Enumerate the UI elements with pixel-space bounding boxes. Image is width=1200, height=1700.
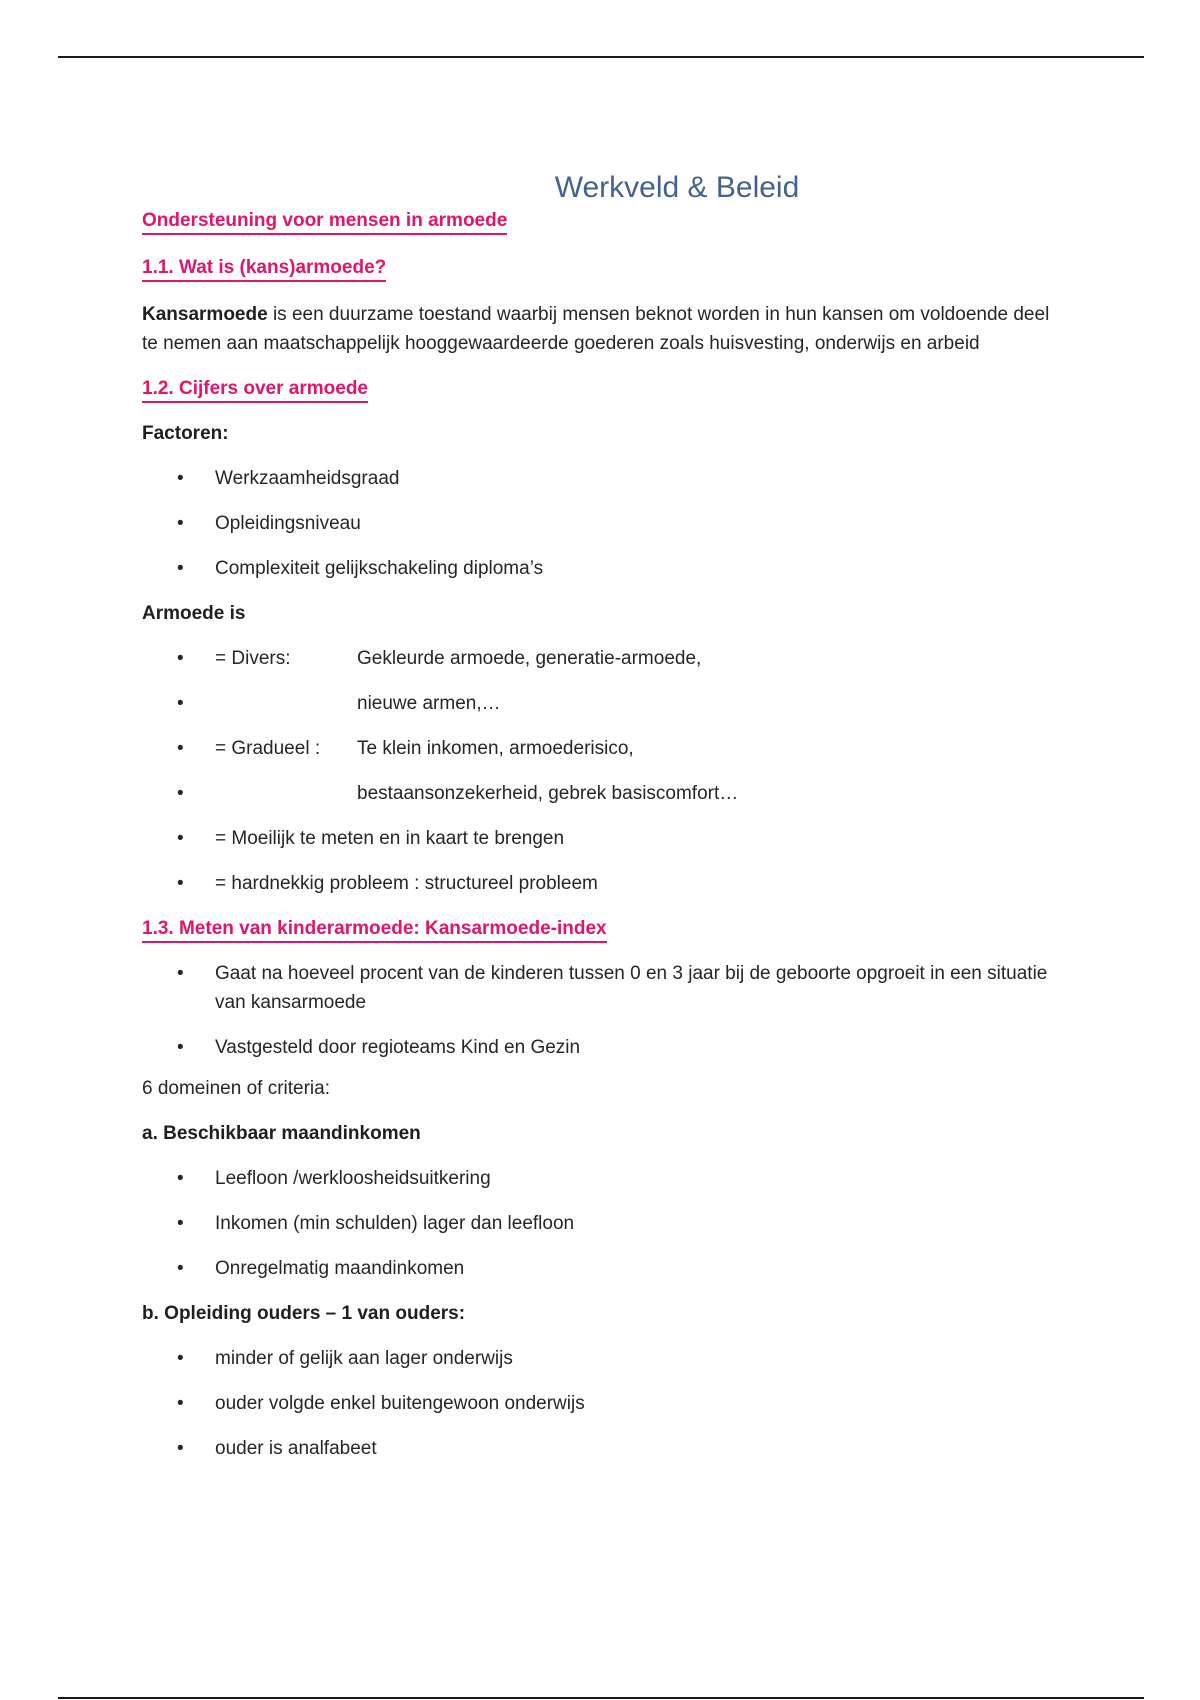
bullet-icon: • bbox=[177, 1258, 184, 1279]
document-body bbox=[142, 168, 1062, 1463]
bullet-icon: • bbox=[177, 828, 184, 849]
factoren-label: Factoren: bbox=[142, 423, 229, 444]
top-rule bbox=[58, 56, 1144, 58]
criterion-b-label: b. Opleiding ouders – 1 van ouders: bbox=[142, 1303, 466, 1324]
bullet-icon: • bbox=[177, 693, 184, 714]
list-item: • Complexiteit gelijkschakeling diploma’s bbox=[142, 554, 1062, 583]
bullet-icon: • bbox=[177, 1348, 184, 1369]
bullet-icon: • bbox=[177, 1213, 184, 1234]
list-item: • = hardnekkig probleem : structureel probleem bbox=[142, 869, 1062, 898]
list-item: • ouder is analfabeet bbox=[142, 1434, 1062, 1463]
heading-1-1: 1.1. Wat is (kans)armoede? bbox=[142, 257, 386, 282]
list-item: • nieuwe armen,… bbox=[142, 689, 1062, 718]
bullet-icon: • bbox=[177, 1168, 184, 1189]
list-item: • Werkzaamheidsgraad bbox=[142, 464, 1062, 493]
list-item: • Opleidingsniveau bbox=[142, 509, 1062, 538]
page-title: Werkveld & Beleid bbox=[554, 171, 800, 204]
list-item: • minder of gelijk aan lager onderwijs bbox=[142, 1344, 1062, 1373]
bullet-icon: • bbox=[177, 648, 184, 669]
armoede-label: Armoede is bbox=[142, 603, 246, 624]
bullet-icon: • bbox=[177, 513, 184, 534]
definition-text: is een duurzame toestand waarbij mensen beknot worden in hun kansen om voldoende deel te nemen aan maatschappelijk hooggewaardeerde goederen zoals huisvesting, onderwijs en arbeid bbox=[142, 304, 1050, 354]
list-item: • = Gradueel : Te klein inkomen, armoederisico, bbox=[142, 734, 1062, 763]
heading-1-2: 1.2. Cijfers over armoede bbox=[142, 378, 368, 403]
list-item: • Gaat na hoeveel procent van de kinderen tussen 0 en 3 jaar bij de geboorte opgroeit in een situatie van kansarmoede bbox=[142, 959, 1062, 1017]
list-item: • Onregelmatig maandinkomen bbox=[142, 1254, 1062, 1283]
bullet-icon: • bbox=[177, 1393, 184, 1414]
armoede-list bbox=[142, 644, 1062, 898]
definition-paragraph bbox=[142, 300, 1062, 358]
criterion-b-list bbox=[142, 1344, 1062, 1463]
bullet-icon: • bbox=[177, 738, 184, 759]
bullet-icon: • bbox=[177, 468, 184, 489]
criterion-a-label: a. Beschikbaar maandinkomen bbox=[142, 1123, 421, 1144]
factoren-list bbox=[142, 464, 1062, 583]
criterion-a-list bbox=[142, 1164, 1062, 1283]
list-item: • Vastgesteld door regioteams Kind en Gezin bbox=[142, 1033, 1062, 1062]
term-kansarmoede: Kansarmoede bbox=[142, 304, 268, 325]
bullet-icon: • bbox=[177, 1438, 184, 1459]
heading-1-3: 1.3. Meten van kinderarmoede: Kansarmoede-index bbox=[142, 918, 607, 943]
bullet-icon: • bbox=[177, 558, 184, 579]
list-item: • Inkomen (min schulden) lager dan leefloon bbox=[142, 1209, 1062, 1238]
list-item: • ouder volgde enkel buitengewoon onderwijs bbox=[142, 1389, 1062, 1418]
index-list bbox=[142, 959, 1062, 1062]
section-heading: Ondersteuning voor mensen in armoede bbox=[142, 210, 507, 235]
bullet-icon: • bbox=[177, 873, 184, 894]
list-item: • = Divers: Gekleurde armoede, generatie-armoede, bbox=[142, 644, 1062, 673]
list-item: • bestaansonzekerheid, gebrek basiscomfort… bbox=[142, 779, 1062, 808]
list-item: • = Moeilijk te meten en in kaart te brengen bbox=[142, 824, 1062, 853]
criteria-intro: 6 domeinen of criteria: bbox=[142, 1078, 330, 1099]
bottom-rule bbox=[58, 1697, 1144, 1699]
bullet-icon: • bbox=[177, 1037, 184, 1058]
list-item: • Leefloon /werkloosheidsuitkering bbox=[142, 1164, 1062, 1193]
bullet-icon: • bbox=[177, 783, 184, 804]
bullet-icon: • bbox=[177, 963, 184, 984]
